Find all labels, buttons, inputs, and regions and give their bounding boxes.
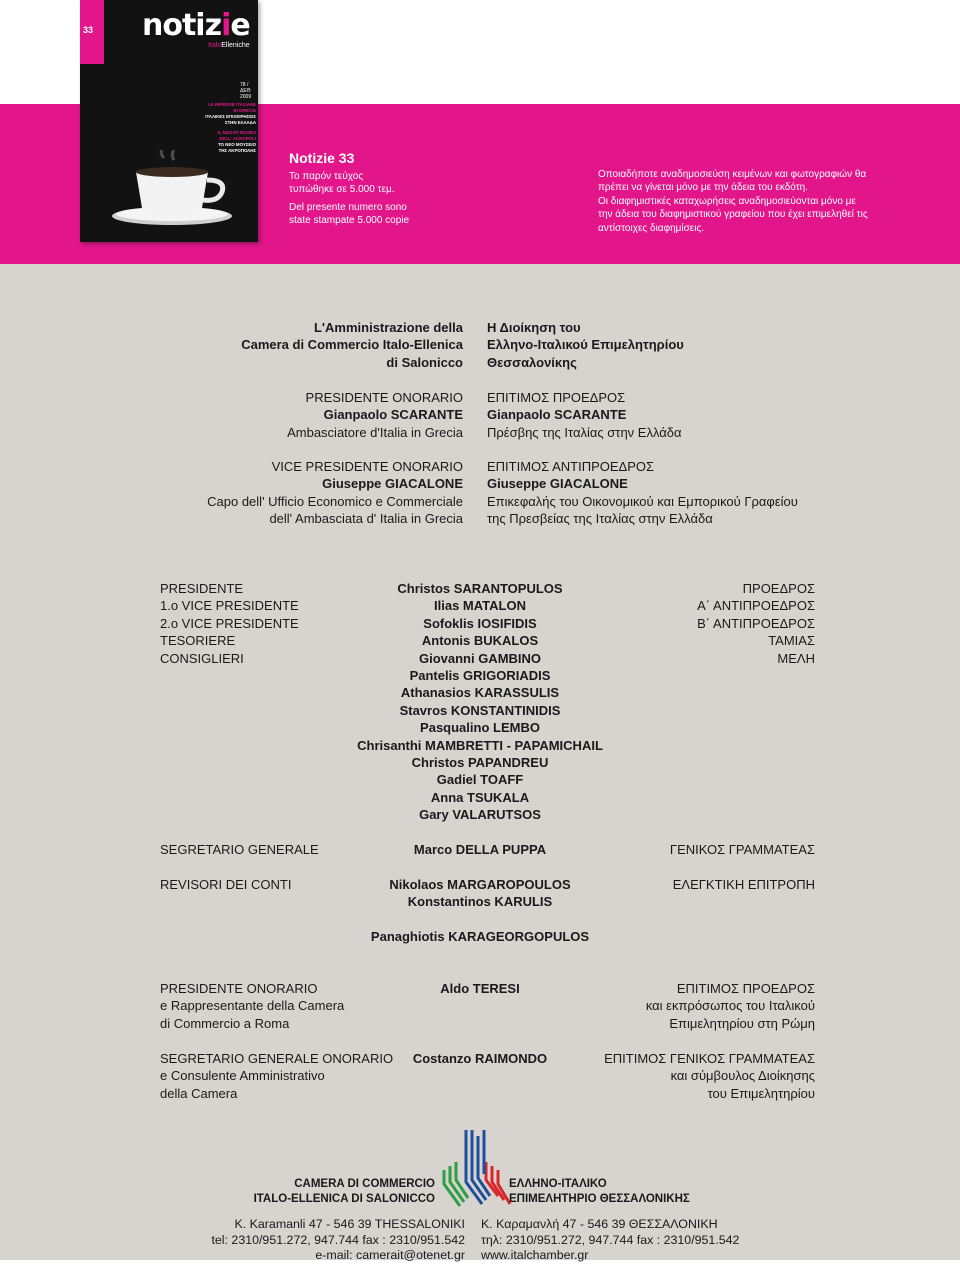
admin-honorary-it: PRESIDENTE ONORARIO Gianpaolo SCARANTE Ambasciatore d'Italia in Grecia [287,390,463,440]
hon-secretary-name: Costanzo RAIMONDO [412,1051,548,1066]
logo-caption-gr: ΕΛΛΗΝΟ-ΙΤΑΛΙΚΟ ΕΠΙΜΕΛΗΤΗΡΙΟ ΘΕΣΣΑΛΟΝΙΚΗΣ [509,1178,690,1205]
coffee-cup-image [110,150,240,230]
member: Anna TSUKALA [430,789,530,805]
member: Chrisanthi MAMBRETTI - PAPAMICHAIL [357,737,603,753]
caption-greek-line: Το παρόν τεύχος [289,171,364,182]
member: Pasqualino LEMBO [420,720,540,736]
member: Gary VALARUTSOS [419,807,541,823]
caption-greek-line: τυπώθηκε σε 5.000 τεμ. [289,184,395,195]
hon-secretary-role-it: SEGRETARIO GENERALE ONORARIO e Consulente Amministrativo della Camera [160,1051,394,1101]
member: Sofoklis IOSIFIDIS [423,615,537,631]
issue-caption [289,150,489,227]
member: Antonis BUKALOS [421,633,539,649]
secretary-role-it: SEGRETARIO GENERALE [160,842,319,857]
member: Christos PAPANDREU [411,755,549,771]
cover-issue-number: 33 [83,25,94,35]
auditors-role-it: REVISORI DEI CONTI [160,877,292,892]
caption-italian-line: Del presente numero sono [289,202,407,213]
cover-brand-subtitle: ItaloElleniche [208,42,250,49]
header-band [0,0,960,264]
member: Gadiel TOAFF [436,772,524,788]
address-gr: Κ. Καραμανλή 47 - 546 39 ΘΕΣΣΑΛΟΝΙΚΗ τηλ: 2310/951.272, 947.744 fax : 2310/951.542 www.italchamber.gr [481,1217,740,1262]
logo-caption-it: CAMERA DI COMMERCIO ITALO-ELLENICA DI SALONICCO [253,1178,435,1205]
caption-title: Notizie 33 [289,150,355,166]
auditors-names: Nikolaos MARGAROPOULOS Konstantinos KARULIS [389,877,571,910]
address-it: K. Karamanli 47 - 546 39 THESSALONIKI tel: 2310/951.272, 947.744 fax : 2310/951.542 e-mail: camerait@otenet.gr [165,1217,465,1264]
website-link[interactable]: www.italchamber.gr [481,1248,589,1262]
rep-role-gr: ΕΠΙΤΙΜΟΣ ΠΡΟΕΔΡΟΣ και εκπρόσωπος του Ιταλικού Επιμελητηρίου στη Ρώμη [645,981,815,1031]
copyright-notice: Οποιαδήποτε αναδημοσιεύση κειμένων και φωτογραφιών θα πρέπει να γίνεται μόνο με την άδεια του εκδότη. Οι διαφημιστικές καταχωρήσεις αναδημοσιεύονται μόνο με την άδεια του διαφημιστικού γραφείου που έχει επιμεληθεί τις αντίστοιχες διαφημίσεις. [598,169,868,234]
hon-secretary-role-gr: ΕΠΙΤΙΜΟΣ ΓΕΝΙΚΟΣ ΓΡΑΜΜΑΤΕΑΣ και σύμβουλος Διοίκησης του Επιμελητηρίου [604,1051,815,1101]
admin-heading-gr: Η Διοίκηση του Ελληνο-Ιταλικού Επιμελητηρίου Θεσσαλονίκης [487,320,684,370]
board-roles-gr: ΠΡΟΕΔΡΟΣ Α΄ ΑΝΤΙΠΡΟΕΔΡΟΣ Β΄ ΑΝΤΙΠΡΟΕΔΡΟΣ ΤΑΜΙΑΣ ΜΕΛΗ [697,581,815,666]
cover-brand: notizie [142,8,250,43]
cover-headlines: LE IMPRESE ITALIANE IN GRECIA ΙΤΑΛΙΚΕΣ ΕΠΙΧΕΙΡΗΣΕΙΣ ΣΤΗΝ ΕΛΛΑΔΑ IL NUOVO MUSEO DELL' ACROPOLI ΤΟ ΝΕΟ ΜΟΥΣΕΙΟ ΤΗΣ ΑΚΡΟΠΟΛΗΣ [205,102,256,153]
caption-italian-line: state stampate 5.000 copie [289,215,410,226]
member: Giovanni GAMBINO [418,650,542,666]
secretary-name: Marco DELLA PUPPA [413,842,547,857]
member: Christos SARANTOPULOS [397,581,563,596]
magazine-cover [80,0,258,242]
rep-role-it: PRESIDENTE ONORARIO e Rappresentante della Camera di Commercio a Roma [160,981,345,1031]
secretary-role-gr: ΓΕΝΙΚΟΣ ΓΡΑΜΜΑΤΕΑΣ [669,842,815,857]
board-roles-it: PRESIDENTE 1.o VICE PRESIDENTE 2.o VICE PRESIDENTE TESORIERE CONSIGLIERI [160,581,299,666]
member: Stavros KONSTANTINIDIS [399,702,561,718]
email-link[interactable]: e-mail: camerait@otenet.gr [315,1248,465,1262]
member: Athanasios KARASSULIS [400,685,560,701]
auditors-name-third: Panaghiotis KARAGEORGOPULOS [370,929,590,944]
member: Pantelis GRIGORIADIS [409,668,551,684]
cover-issue-date: 78 / ΔΕΘ 2009 [240,82,252,100]
admin-heading-it: L'Amministrazione della Camera di Commercio Italo-Ellenica di Salonicco [241,320,463,370]
auditors-role-gr: ΕΛΕΓΚΤΙΚΗ ΕΠΙΤΡΟΠΗ [672,877,815,892]
chamber-logo [440,1124,520,1214]
member: Ilias MATALON [434,598,526,614]
admin-vice-gr: ΕΠΙΤΙΜΟΣ ΑΝΤΙΠΡΟΕΔΡΟΣ Giuseppe GIACALONE Επικεφαλής του Οικονομικού και Εμπορικού Γραφείου της Πρεσβείας της Ιταλίας στην Ελλάδα [487,459,798,527]
admin-honorary-gr: ΕΠΙΤΙΜΟΣ ΠΡΟΕΔΡΟΣ Gianpaolo SCARANTE Πρέσβης της Ιταλίας στην Ελλάδα [487,390,682,440]
admin-vice-it: VICE PRESIDENTE ONORARIO Giuseppe GIACALONE Capo dell' Ufficio Economico e Commerciale dell' Ambasciata d' Italia in Grecia [207,459,463,527]
rep-name: Aldo TERESI [440,981,520,996]
